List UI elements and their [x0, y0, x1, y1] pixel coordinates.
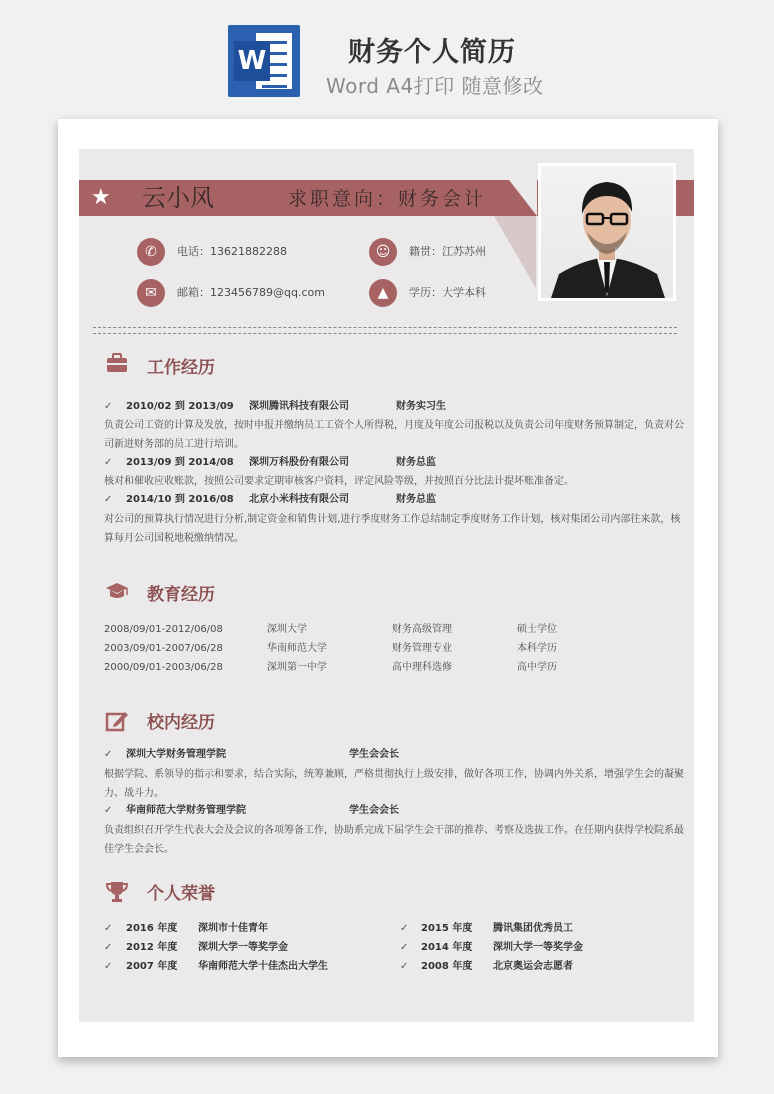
work-role: 财务总监: [396, 457, 436, 468]
honor-name: 深圳大学一等奖学金: [198, 942, 288, 953]
section-title-work: 工作经历: [147, 358, 215, 378]
hometown-text: 籍贯：江苏苏州: [409, 245, 486, 258]
edu-school: 深圳第一中学: [267, 662, 327, 673]
email-text: 邮箱：123456789@qq.com: [177, 286, 325, 299]
document-subtitle: Word A4打印 随意修改: [326, 74, 544, 98]
campus-description: 根据学院、系领导的指示和要求，结合实际，统筹兼顾，严格贯彻执行上级安排，做好各项工作，协调内外关系，增强学生会的凝聚力、战斗力。: [104, 769, 684, 799]
trophy-icon: [104, 880, 130, 906]
honor-year: 2015 年度: [421, 923, 473, 934]
check-icon: ✓: [104, 961, 113, 972]
honor-year: 2008 年度: [421, 961, 473, 972]
edu-period: 2000/09/01-2003/06/28: [104, 662, 223, 673]
work-period: 2010/02 到 2013/09: [126, 401, 234, 412]
check-icon: ✓: [104, 494, 113, 505]
section-title-campus: 校内经历: [147, 713, 215, 733]
work-company: 北京小米科技有限公司: [249, 494, 349, 505]
honor-year: 2012 年度: [126, 942, 178, 953]
document-title: 财务个人简历: [348, 37, 516, 68]
phone-text: 电话：13621882288: [177, 245, 287, 258]
check-icon: ✓: [104, 457, 113, 468]
edu-school: 华南师范大学: [267, 643, 327, 654]
edu-major: 财务高级管理: [392, 624, 452, 635]
check-icon: ✓: [104, 805, 113, 816]
edu-degree: 高中学历: [517, 662, 557, 673]
mail-icon: ✉: [137, 279, 165, 307]
candidate-name: 云小风: [142, 184, 214, 212]
user-icon: ☺: [369, 238, 397, 266]
work-description: 对公司的预算执行情况进行分析,制定资金和销售计划,进行季度财务工作总结制定季度财务工作计划，核对集团公司内部往来款，核算每月公司国税地税缴纳情况。: [104, 514, 681, 544]
word-icon: [228, 25, 300, 97]
honor-name: 华南师范大学十佳杰出大学生: [198, 961, 328, 972]
check-icon: ✓: [104, 923, 113, 934]
check-icon: ✓: [400, 961, 409, 972]
edu-degree: 本科学历: [517, 643, 557, 654]
education-text: 学历：大学本科: [409, 286, 486, 299]
check-icon: ✓: [104, 749, 113, 760]
campus-description: 负责组织召开学生代表大会及会议的各项筹备工作，协助系完成下届学生会干部的推荐、考察及选拔工作。在任期内获得学校院系最佳学生会会长。: [104, 825, 684, 855]
phone-icon: ✆: [137, 238, 165, 266]
job-intent: 求职意向：财务会计: [288, 188, 487, 210]
section-title-honors: 个人荣誉: [147, 884, 215, 904]
work-role: 财务实习生: [396, 401, 446, 412]
edu-major: 高中理科选修: [392, 662, 452, 673]
campus-org: 深圳大学财务管理学院: [126, 749, 226, 760]
graduation-cap-icon: ▲: [369, 279, 397, 307]
graduation-cap-icon: [104, 581, 130, 607]
honor-year: 2016 年度: [126, 923, 178, 934]
profile-photo: [538, 163, 676, 301]
work-company: 深圳腾讯科技有限公司: [249, 401, 349, 412]
resume-sheet: [79, 149, 694, 1022]
honor-year: 2007 年度: [126, 961, 178, 972]
divider: [93, 327, 677, 328]
edu-period: 2003/09/01-2007/06/28: [104, 643, 223, 654]
work-description: 负责公司工资的计算及发放，按时申报并缴纳员工工资个人所得税，月度及年度公司报税以及负责公司年度财务预算制定，负责对公司新进财务部的员工进行培训。: [104, 420, 684, 450]
divider: [93, 333, 677, 334]
work-company: 深圳万科股份有限公司: [249, 457, 349, 468]
edu-school: 深圳大学: [267, 624, 307, 635]
portrait-image: [541, 166, 673, 298]
work-period: 2013/09 到 2014/08: [126, 457, 234, 468]
check-icon: ✓: [400, 942, 409, 953]
honor-year: 2014 年度: [421, 942, 473, 953]
photo-shadow: [494, 216, 536, 288]
edit-icon: [104, 709, 130, 735]
work-period: 2014/10 到 2016/08: [126, 494, 234, 505]
work-description: 核对和催收应收账款，按照公司要求定期审核客户资料，评定风险等级，并按照百分比法计提坏账准备定。: [104, 476, 574, 487]
honor-name: 深圳市十佳青年: [198, 923, 268, 934]
check-icon: ✓: [104, 401, 113, 412]
edu-period: 2008/09/01-2012/06/08: [104, 624, 223, 635]
work-role: 财务总监: [396, 494, 436, 505]
star-icon: ★: [91, 185, 111, 210]
campus-org: 华南师范大学财务管理学院: [126, 805, 246, 816]
edu-major: 财务管理专业: [392, 643, 452, 654]
campus-role: 学生会会长: [349, 805, 399, 816]
check-icon: ✓: [104, 942, 113, 953]
campus-role: 学生会会长: [349, 749, 399, 760]
check-icon: ✓: [400, 923, 409, 934]
resume-paper: [58, 119, 718, 1057]
edu-degree: 硕士学位: [517, 624, 557, 635]
briefcase-icon: [104, 353, 130, 379]
honor-name: 深圳大学一等奖学金: [493, 942, 583, 953]
document-banner: [0, 0, 774, 110]
honor-name: 北京奥运会志愿者: [493, 961, 573, 972]
section-title-education: 教育经历: [147, 585, 215, 605]
honor-name: 腾讯集团优秀员工: [493, 923, 573, 934]
word-icon-letter: W: [234, 41, 270, 81]
